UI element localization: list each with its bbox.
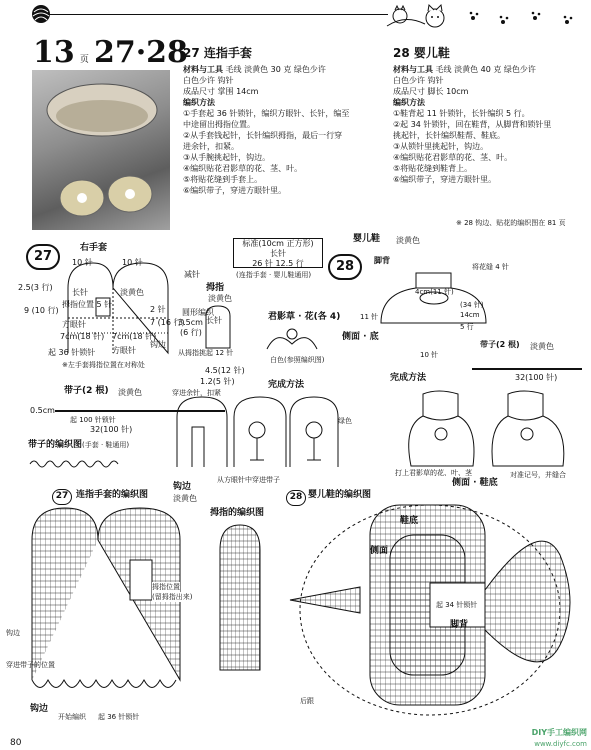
project28-size: 成品尺寸 脚长 10cm: [393, 87, 469, 96]
project27-step: ③从手腕挑起针，钩边。: [183, 153, 271, 162]
finishing-title-1: 完成方法: [268, 380, 305, 390]
project27-step: ⑥编织带子，穿进方眼针里。: [183, 186, 287, 195]
shoe-chart-label: 后跟: [300, 697, 314, 705]
mitten-label: 7cm(18 针): [60, 332, 105, 341]
thumb-crochet-chart: [215, 520, 265, 680]
shoe-instep: 脚背: [374, 256, 390, 265]
mitten-chart-title: 连指手套的编织图: [76, 490, 149, 500]
ribbon-chart-title: 带子的编织图(手套 · 鞋通用): [28, 440, 130, 450]
page-number: 80: [10, 738, 22, 748]
badge-27: 27: [26, 244, 60, 270]
ribbon2-line: [472, 366, 582, 372]
badge-28: 28: [328, 254, 362, 280]
project27-title: 27 连指手套: [183, 46, 252, 60]
flower-shape-icon: [262, 324, 322, 354]
mitten-chart-label: 钩边: [30, 704, 49, 714]
gauge-title: 标准(10cm 正方形): [242, 239, 314, 248]
gauge-line2: 26 针 12.5 行: [252, 259, 304, 268]
ribbon-cm: 32(100 针): [90, 425, 133, 434]
thumb-size45: 4.5(12 针): [205, 366, 245, 375]
mitten-label: 淡黄色: [120, 288, 144, 297]
project28-step: ⑤将贴花缝到鞋背上。: [393, 164, 473, 173]
model-numbers: 27·28: [93, 35, 188, 70]
edge-color: 淡黄色: [173, 494, 197, 503]
thumb-chart-title: 拇指的编织图: [210, 508, 265, 518]
project27-method-title: 编织方法: [183, 98, 215, 107]
flower-title: 君影草 · 花(各 4): [268, 312, 341, 322]
project27-materials: 材料与工具 毛线 淡黄色 30 克 绿色少许: [183, 65, 326, 74]
header-rule: [48, 14, 388, 15]
mitten-chart-label: 开始编织: [58, 713, 86, 721]
finishing-tie: 打上君影草的花、叶、茎: [395, 469, 472, 477]
footer-logo: [505, 728, 591, 750]
badge-28-small: 28: [286, 490, 306, 506]
ribbon-start: 起 100 针锁针: [70, 416, 116, 424]
pattern-number: 13: [33, 35, 75, 70]
finishing-side-sole: 侧面 · 鞋底: [452, 478, 498, 488]
mitten-label: 钩边: [150, 340, 166, 349]
thumb-changzhen: 长针: [206, 316, 222, 325]
ribbon2-color: 淡黄色: [530, 342, 554, 351]
thumb-pick: 从拇指挑起 12 针: [178, 349, 234, 357]
ribbon-chain-chart: [30, 458, 125, 470]
shoe-label: 11 针: [360, 313, 379, 321]
project28-note: ※ 28 钩边、贴花的编织图在 81 页: [456, 219, 566, 227]
project27-step: ⑤将贴花缝到手套上。: [183, 175, 263, 184]
shoe-diagram-title: 婴儿鞋: [353, 234, 381, 244]
badge-27-small: 27: [52, 489, 72, 505]
shoe-label: 10 针: [420, 351, 439, 359]
project27-text: [183, 44, 349, 196]
shoe-color: 淡黄色: [396, 236, 420, 245]
mitten-label: 7 (16 行): [150, 318, 185, 327]
page-header: [33, 35, 188, 70]
thumb-label: (6 行): [180, 328, 202, 337]
project28-step: ③从锁针里挑起针，钩边。: [393, 142, 489, 151]
finishing-align: 对准记号，并缝合: [510, 471, 566, 479]
finishing-title-2: 完成方法: [390, 373, 427, 383]
footer-url: www.diyfc.com: [534, 740, 587, 748]
project28-step: ⑥编织带子，穿进方眼针里。: [393, 175, 497, 184]
thumb-label: 3.5cm: [178, 318, 203, 327]
finished-mittens-illustration: [172, 392, 342, 472]
mitten-label: 7cm(18 针): [112, 332, 157, 341]
mitten-label: ※左手套拇指位置在对称处: [62, 361, 145, 369]
thumb-title: 拇指: [206, 283, 225, 293]
thumb-through: 穿进余针，扣紧: [172, 389, 221, 397]
mitten-label: 起 36 针锁针: [48, 348, 96, 357]
flower-color: 白色(参照编织图): [270, 356, 325, 364]
project27-step: ②从手套钱起针，长针编织拇指，最后一行穿: [183, 131, 343, 140]
mitten-label: 方眼针: [62, 320, 86, 329]
mitten-label: 2 针: [150, 305, 166, 314]
mitten-chart-label: 穿进带子的位置: [6, 661, 55, 669]
project27-step: 中途留出拇指位置。: [183, 120, 255, 129]
gauge-line1: 长针: [270, 249, 286, 258]
mitten-diagram-title: 右手套: [80, 243, 108, 253]
page-label: 页: [79, 55, 89, 65]
thumb-start15: 1.2(5 针): [200, 377, 235, 386]
ribbon-title: 带子(2 根): [64, 386, 109, 396]
thumb-outline: [203, 304, 233, 349]
shoe-label: 4cm(11 针): [415, 288, 454, 296]
gauge-note: (连指手套 · 婴儿鞋通用): [236, 271, 312, 279]
project27-step: ④编织贴花君影草的花、茎、叶。: [183, 164, 303, 173]
mitten-chart-label: (留拇指出来): [152, 593, 193, 601]
thumb-color: 淡黄色: [208, 294, 232, 303]
mitten-label: 圆形编织: [182, 308, 214, 317]
mitten-label: 10 针: [72, 258, 93, 267]
mitten-chart-label: 起 36 针锁针: [98, 713, 140, 721]
shoe-flower-note: 将花缝 4 针: [472, 263, 509, 271]
mitten-label: 长针: [72, 288, 88, 297]
shoe-crochet-chart: [280, 495, 580, 725]
project27-step: 进余针，扣紧。: [183, 142, 239, 151]
shoe-chart-label: 鞋底: [400, 516, 419, 526]
project27-size: 成品尺寸 掌围 14cm: [183, 87, 259, 96]
shoe-label: 5 行: [460, 323, 474, 331]
project28-step: ②起 34 针锁针，回在鞋背，从脚背和锁针里: [393, 120, 552, 129]
ribbon-cm-label: 0.5cm: [30, 406, 55, 415]
finishing-note: 从方眼针中穿进带子: [217, 476, 280, 484]
project28-step: ①鞋背起 11 针锁针，长针编织 5 行。: [393, 109, 530, 118]
finishing-note: 绿色: [338, 417, 352, 425]
shoe-chart-title: 婴儿鞋的编织图: [308, 490, 372, 500]
cat-illustration-icon: [385, 4, 585, 32]
shoe-label: 侧面 · 底: [342, 332, 379, 342]
project28-title: 28 婴儿鞋: [393, 46, 450, 60]
edge-title: 钩边: [173, 482, 192, 492]
project28-step: ④编织贴花君影草的花、茎、叶。: [393, 153, 513, 162]
mitten-chart-label: 钩边: [6, 629, 20, 637]
shoe-label: (34 针): [460, 301, 484, 309]
project28-materials2: 白色少许 钩针: [393, 76, 444, 85]
project27-materials2: 白色少许 钩针: [183, 76, 234, 85]
mitten-label: 减针: [184, 270, 200, 279]
shoe-label: 14cm: [460, 311, 480, 319]
project27-step: ①手套起 36 针锁针，编织方眼针、长针，编至: [183, 109, 350, 118]
mitten-label: 10 针: [122, 258, 143, 267]
ribbon2-title: 带子(2 根): [480, 340, 520, 349]
mitten-label: 方眼针: [112, 346, 136, 355]
footer-logo-text: DIY手工编织网: [531, 728, 587, 737]
gauge-box: [233, 238, 323, 268]
mitten-chart-label: 拇指位置: [152, 583, 180, 591]
mitten-label: 9 (10 行): [24, 306, 59, 315]
shoe-chart-label: 脚背: [450, 620, 469, 630]
shoe-chart-label: 起 34 针锁针: [436, 601, 478, 609]
finished-shoes-illustration: [403, 386, 578, 476]
project28-text: [393, 44, 551, 185]
mitten-label: 2.5(3 行): [18, 283, 53, 292]
project28-method-title: 编织方法: [393, 98, 425, 107]
product-photo: [32, 70, 170, 230]
ribbon-color: 淡黄色: [118, 388, 142, 397]
shoe-chart-label: 侧面: [370, 546, 389, 556]
ribbon2-cm: 32(100 针): [515, 373, 558, 382]
project28-materials: 材料与工具 毛线 淡黄色 40 克 绿色少许: [393, 65, 536, 74]
project28-step: 挑起针，长针编织鞋帮、鞋底。: [393, 131, 505, 140]
mitten-label: 拇指位置 5 针: [62, 300, 113, 309]
